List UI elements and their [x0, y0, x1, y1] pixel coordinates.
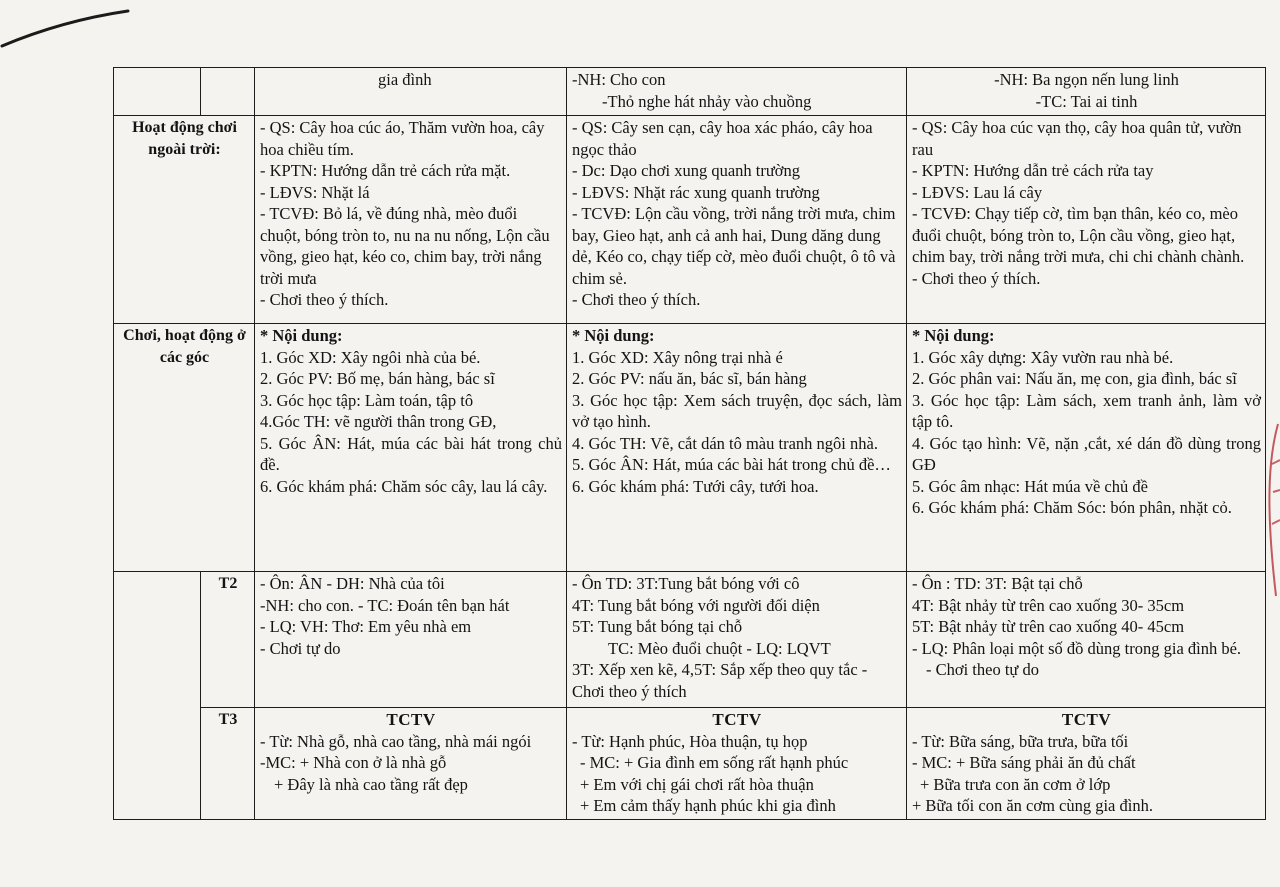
- text-line: - Dc: Dạo chơi xung quanh trường: [572, 161, 801, 180]
- text-line: 5. Góc âm nhạc: Hát múa về chủ đề: [912, 476, 1148, 496]
- text-line: - Chơi theo ý thích.: [572, 290, 701, 309]
- text-line: + Đây là nhà cao tầng rất đẹp: [274, 774, 468, 794]
- text-line: - MC: + Bữa sáng phải ăn đủ chất: [912, 753, 1136, 772]
- text-line: - LQ: Phân loại một số đồ dùng trong gia đình bé.: [912, 638, 1242, 658]
- cell-outdoor-col3: [907, 116, 1266, 324]
- text-line: 4. Góc tạo hình: Vẽ, nặn ,cắt, xé dán đồ dùng trong GĐ: [912, 433, 1261, 474]
- text-line: - Chơi theo ý thích.: [912, 268, 1041, 288]
- text-line: - Chơi theo ý thích.: [260, 290, 389, 309]
- cell-t3-col3: [907, 708, 1266, 820]
- text-line: 3. Góc học tập: Làm toán, tập tô: [260, 390, 474, 410]
- content-heading: * Nội dung:: [912, 326, 995, 345]
- text-line: 4. Góc TH: Vẽ, cắt dán tô màu tranh ngôi nhà.: [572, 433, 878, 453]
- text-line: - LĐVS: Lau lá cây: [912, 182, 1043, 202]
- row-music-continued: [114, 68, 1266, 116]
- text-line: 5. Góc ÂN: Hát, múa các bài hát trong chủ đề.: [260, 433, 562, 474]
- day-label-t2: T2: [201, 572, 255, 708]
- text-line: -NH: Cho con: [572, 70, 666, 89]
- text-line: 5. Góc ÂN: Hát, múa các bài hát trong chủ đề…: [572, 455, 891, 474]
- text-line: 3T: Xếp xen kẽ, 4,5T: Sắp xếp theo quy tắc - Chơi theo ý thích: [572, 660, 868, 701]
- text-line: - Từ: Bữa sáng, bữa trưa, bữa tối: [912, 731, 1129, 751]
- cell-corners-col3: [907, 324, 1266, 572]
- cell-t2-col3: [907, 572, 1266, 708]
- cell-top-col2: [567, 68, 907, 116]
- text-line: - KPTN: Hướng dẫn trẻ cách rửa mặt.: [260, 161, 511, 180]
- row-label-corners: Chơi, hoạt động ở các góc: [114, 324, 255, 572]
- text-line: 4T: Tung bắt bóng với người đối diện: [572, 595, 820, 615]
- text-line: + Bữa tối con ăn cơm cùng gia đình.: [912, 796, 1153, 815]
- text-line: -NH: cho con. - TC: Đoán tên bạn hát: [260, 595, 510, 615]
- cell-corners-col2: [567, 324, 907, 572]
- text-line: + Em cảm thấy hạnh phúc khi gia đình: [580, 796, 836, 815]
- text-line: - Chơi theo tự do: [926, 660, 1039, 679]
- cell-day-empty: [201, 68, 255, 116]
- text-line: 1. Góc xây dựng: Xây vườn rau nhà bé.: [912, 347, 1174, 367]
- text-line: TC: Mèo đuổi chuột - LQ: LQVT: [608, 638, 831, 658]
- text-line: - Từ: Hạnh phúc, Hòa thuận, tụ họp: [572, 731, 808, 751]
- text-line: -NH: Ba ngọn nến lung linh: [994, 70, 1179, 89]
- row-corner-activities: [114, 324, 1266, 572]
- text-line: -Thỏ nghe hát nhảy vào chuồng: [602, 91, 812, 111]
- tctv-heading: TCTV: [386, 710, 436, 729]
- text-line: 2. Góc phân vai: Nấu ăn, mẹ con, gia đình, bác sĩ: [912, 369, 1237, 388]
- text-line: - LĐVS: Nhặt rác xung quanh trường: [572, 182, 820, 202]
- content-heading: * Nội dung:: [260, 326, 343, 345]
- text-line: -TC: Tai ai tinh: [1035, 91, 1138, 111]
- day-label-t3: T3: [201, 708, 255, 820]
- text-line: - Chơi tự do: [260, 638, 341, 658]
- text-line: - QS: Cây hoa cúc áo, Thăm vườn hoa, cây hoa chiều tím.: [260, 118, 545, 159]
- text-line: 3. Góc học tập: Xem sách truyện, đọc sách, làm vở tạo hình.: [572, 390, 902, 431]
- text-line: - QS: Cây hoa cúc vạn thọ, cây hoa quân tử, vườn rau: [912, 118, 1242, 159]
- text-line: - Từ: Nhà gỗ, nhà cao tầng, nhà mái ngói: [260, 731, 532, 751]
- tctv-heading: TCTV: [1061, 710, 1112, 729]
- text-line: - TCVĐ: Lộn cầu vồng, trời nắng trời mưa, chim bay, Gieo hạt, anh cả anh hai, Dung dăng dung dẻ, Kéo co, chạy tiếp cờ, mèo đuổi chuột, ô tô và chim sẻ.: [572, 204, 896, 288]
- text-line: 6. Góc khám phá: Chăm Sóc: bón phân, nhặt cỏ.: [912, 498, 1232, 517]
- text-line: -MC: + Nhà con ở là nhà gỗ: [260, 753, 447, 772]
- text-line: - MC: + Gia đình em sống rất hạnh phúc: [580, 753, 849, 772]
- row-afternoon-t2: [114, 572, 1266, 708]
- cell-outdoor-col2: [567, 116, 907, 324]
- text-line: - Ôn: ÂN - DH: Nhà của tôi: [260, 574, 445, 593]
- weekly-plan-table: [113, 67, 1266, 820]
- text-line: 4T: Bật nhảy từ trên cao xuống 30- 35cm: [912, 595, 1185, 615]
- text-line: + Em với chị gái chơi rất hòa thuận: [580, 774, 814, 794]
- text-line: 5T: Bật nhảy từ trên cao xuống 40- 45cm: [912, 617, 1185, 636]
- text-line: 4.Góc TH: vẽ người thân trong GĐ,: [260, 412, 497, 431]
- text-line: - TCVĐ: Bỏ lá, về đúng nhà, mèo đuổi chuột, bóng tròn to, nu na nu nống, Lộn cầu vồng, gieo hạt, kéo co, chim bay, trời nắng trời mưa: [260, 204, 550, 288]
- cell-t2-col2: [567, 572, 907, 708]
- text-line: 1. Góc XD: Xây nông trại nhà é: [572, 347, 783, 367]
- tctv-heading: TCTV: [712, 710, 762, 729]
- text-line: - QS: Cây sen cạn, cây hoa xác pháo, cây hoa ngọc thảo: [572, 118, 873, 159]
- text-line: gia đình: [378, 70, 432, 89]
- row-outdoor-activities: [114, 116, 1266, 324]
- text-line: 2. Góc PV: nấu ăn, bác sĩ, bán hàng: [572, 369, 807, 388]
- text-line: 3. Góc học tập: Làm sách, xem tranh ảnh, làm vở tập tô.: [912, 390, 1261, 431]
- cell-top-col3: [907, 68, 1266, 116]
- text-line: - LQ: VH: Thơ: Em yêu nhà em: [260, 617, 472, 636]
- text-line: - KPTN: Hướng dẫn trẻ cách rửa tay: [912, 161, 1154, 180]
- content-heading: * Nội dung:: [572, 326, 655, 345]
- text-line: + Bữa trưa con ăn cơm ở lớp: [920, 774, 1111, 794]
- text-line: - Ôn : TD: 3T: Bật tại chỗ: [912, 574, 1083, 593]
- text-line: 6. Góc khám phá: Tưới cây, tưới hoa.: [572, 476, 819, 496]
- cell-top-col1: [255, 68, 567, 116]
- text-line: - Ôn TD: 3T:Tung bắt bóng với cô: [572, 574, 800, 593]
- text-line: 1. Góc XD: Xây ngôi nhà của bé.: [260, 347, 481, 367]
- text-line: - LĐVS: Nhặt lá: [260, 182, 370, 202]
- text-line: - TCVĐ: Chạy tiếp cờ, tìm bạn thân, kéo co, mèo đuổi chuột, bóng tròn to, Lộn cầu vồng, gieo hạt, chim bay, trời nắng trời mưa, chi chi chành chành.: [912, 204, 1245, 266]
- pen-stroke-mark: [0, 0, 140, 60]
- cell-corners-col1: [255, 324, 567, 572]
- row-afternoon-t3: [114, 708, 1266, 820]
- text-line: 5T: Tung bắt bóng tại chỗ: [572, 617, 743, 636]
- text-line: 6. Góc khám phá: Chăm sóc cây, lau lá cây.: [260, 476, 548, 496]
- cell-outdoor-col1: [255, 116, 567, 324]
- cell-t3-col2: [567, 708, 907, 820]
- cell-afternoon-label-empty: [114, 572, 201, 820]
- cell-t3-col1: [255, 708, 567, 820]
- row-label-outdoor: Hoạt động chơi ngoài trời:: [114, 116, 255, 324]
- cell-t2-col1: [255, 572, 567, 708]
- cell-label-empty: [114, 68, 201, 116]
- text-line: 2. Góc PV: Bố mẹ, bán hàng, bác sĩ: [260, 369, 495, 388]
